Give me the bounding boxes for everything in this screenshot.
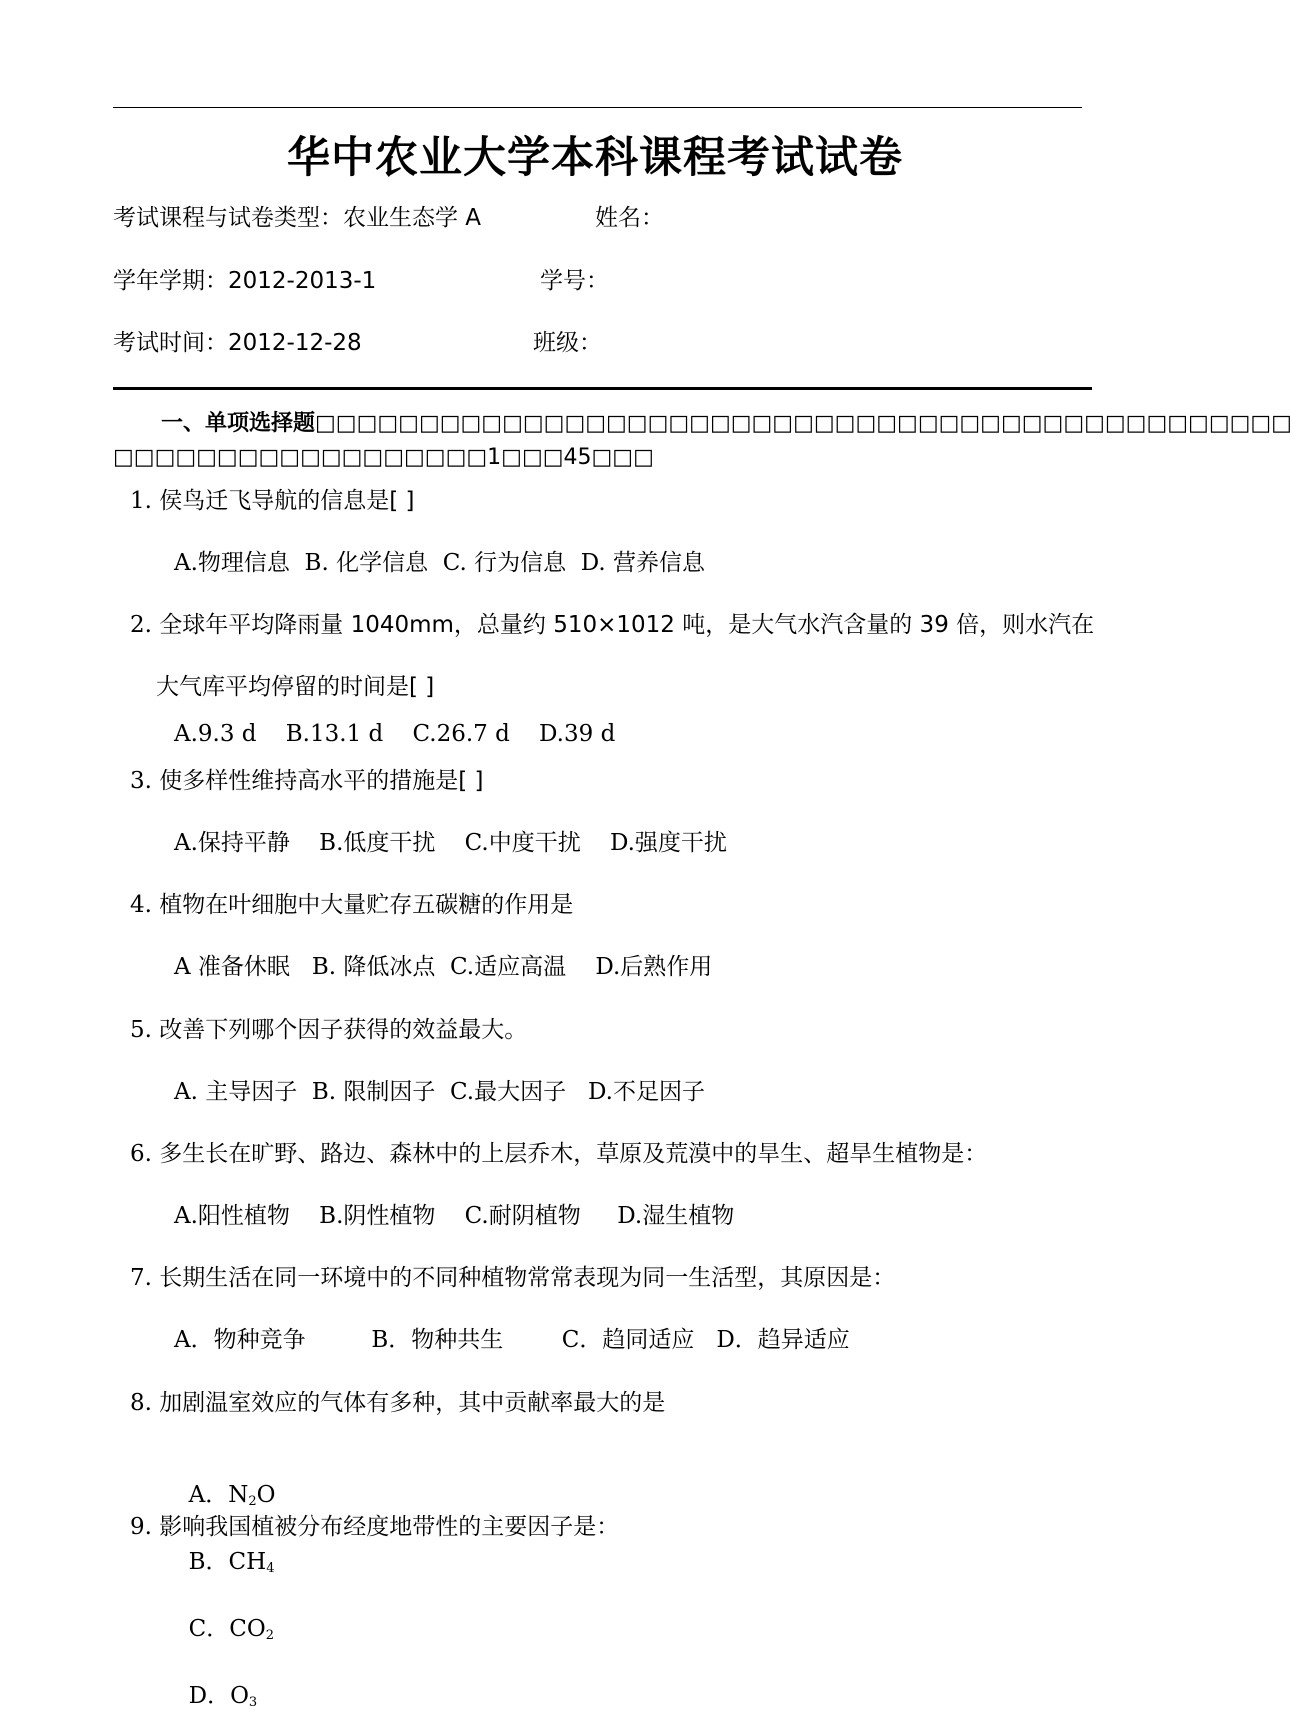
question-number: 1.	[130, 488, 152, 514]
option-a-subscript: 2	[248, 1494, 257, 1509]
question-8-options	[174, 1450, 293, 1718]
option-d	[189, 1683, 258, 1709]
question-9	[130, 1512, 619, 1542]
option-c-text: C．CO	[188, 1616, 266, 1642]
question-text: 全球年平均降雨量 1040mm，总量约 510×1012 吨，是大气水汽含量的 39 倍，则水汽在	[159, 612, 1095, 638]
question-number: 7.	[130, 1265, 152, 1291]
time-row	[113, 328, 362, 358]
question-text: 多生长在旷野、路边、森林中的上层乔木，草原及荒漠中的旱生、超旱生植物是：	[159, 1141, 988, 1167]
question-3-options: A.保持平静 B.低度干扰 C.中度干扰 D.强度干扰	[174, 830, 727, 856]
class-label: 班级：	[533, 330, 602, 356]
points-total: 45	[563, 445, 592, 470]
course-value: 农业生态学 A	[343, 205, 482, 231]
option-d-subscript: 3	[248, 1695, 258, 1710]
question-text: 影响我国植被分布经度地带性的主要因子是：	[159, 1514, 620, 1540]
question-number: 2.	[130, 612, 152, 638]
question-1	[130, 486, 415, 516]
question-7-options: A．物种竞争 B．物种共生 C．趋同适应 D．趋异适应	[174, 1327, 850, 1353]
option-c	[189, 1616, 274, 1642]
name-label: 姓名：	[595, 205, 664, 231]
question-4	[130, 890, 573, 920]
course-row	[113, 203, 481, 233]
student-id-label: 学号：	[540, 268, 609, 294]
question-number: 4.	[130, 892, 152, 918]
question-2	[130, 610, 1094, 640]
question-text-continued: 大气库平均停留的时间是[ ]	[156, 674, 435, 700]
exam-title: 华中农业大学本科课程考试试卷	[287, 133, 903, 183]
question-2-options: A.9.3 d B.13.1 d C.26.7 d D.39 d	[174, 721, 616, 747]
question-text: 改善下列哪个因子获得的效益最大。	[159, 1017, 528, 1043]
question-7	[130, 1263, 895, 1293]
question-5-options: A. 主导因子 B. 限制因子 C.最大因子 D.不足因子	[174, 1079, 705, 1105]
question-4-options: A 准备休眠 B. 降低冰点 C.适应高温 D.后熟作用	[174, 954, 713, 980]
question-number: 9.	[130, 1514, 152, 1540]
instruction-boxes-1: □□□□□□□□□□□□□□□□□□□□□□□□□□□□□□□□□□□□□□□□□□□□□□□	[315, 411, 1292, 436]
question-6	[130, 1139, 987, 1169]
question-5	[130, 1015, 527, 1045]
question-number: 6.	[130, 1141, 152, 1167]
top-rule	[113, 107, 1082, 108]
question-3	[130, 766, 484, 796]
question-text: 使多样性维持高水平的措施是[ ]	[159, 768, 484, 794]
option-a	[189, 1482, 276, 1508]
question-8	[130, 1388, 665, 1418]
points-each: 1	[487, 445, 502, 470]
term-value: 2012-2013-1	[228, 268, 377, 294]
time-value: 2012-12-28	[228, 330, 362, 356]
instruction-boxes-3: □□□	[501, 445, 564, 470]
instruction-boxes-2: □□□□□□□□□□□□□□□□□□	[113, 445, 488, 470]
section-divider	[113, 387, 1092, 390]
question-6-options: A.阳性植物 B.阴性植物 C.耐阴植物 D.湿生植物	[174, 1203, 735, 1229]
option-b	[189, 1549, 275, 1575]
question-text: 侯鸟迁飞导航的信息是[ ]	[159, 488, 415, 514]
option-c-subscript: 2	[265, 1628, 274, 1643]
question-1-options: A.物理信息 B. 化学信息 C. 行为信息 D. 营养信息	[174, 550, 705, 576]
question-2-text-cont	[156, 672, 434, 702]
section-heading: 一、单项选择题	[161, 411, 316, 436]
option-a-text: A．N	[188, 1482, 249, 1508]
instruction-boxes-4: □□□	[591, 445, 654, 470]
option-b-subscript: 4	[266, 1561, 275, 1576]
time-label: 考试时间：	[113, 330, 228, 356]
term-row	[113, 266, 376, 296]
question-text: 长期生活在同一环境中的不同种植物常常表现为同一生活型，其原因是：	[159, 1265, 896, 1291]
term-label: 学年学期：	[113, 268, 228, 294]
question-number: 5.	[130, 1017, 152, 1043]
question-text: 植物在叶细胞中大量贮存五碳糖的作用是	[159, 892, 574, 918]
question-number: 3.	[130, 768, 152, 794]
option-a-text-end: O	[256, 1482, 276, 1508]
section-instructions	[113, 407, 1292, 475]
question-text: 加剧温室效应的气体有多种，其中贡献率最大的是	[159, 1390, 666, 1416]
option-b-text: B．CH	[188, 1549, 267, 1575]
question-number: 8.	[130, 1390, 152, 1416]
option-d-text: D．O	[188, 1683, 249, 1709]
course-label: 考试课程与试卷类型：	[113, 205, 343, 231]
